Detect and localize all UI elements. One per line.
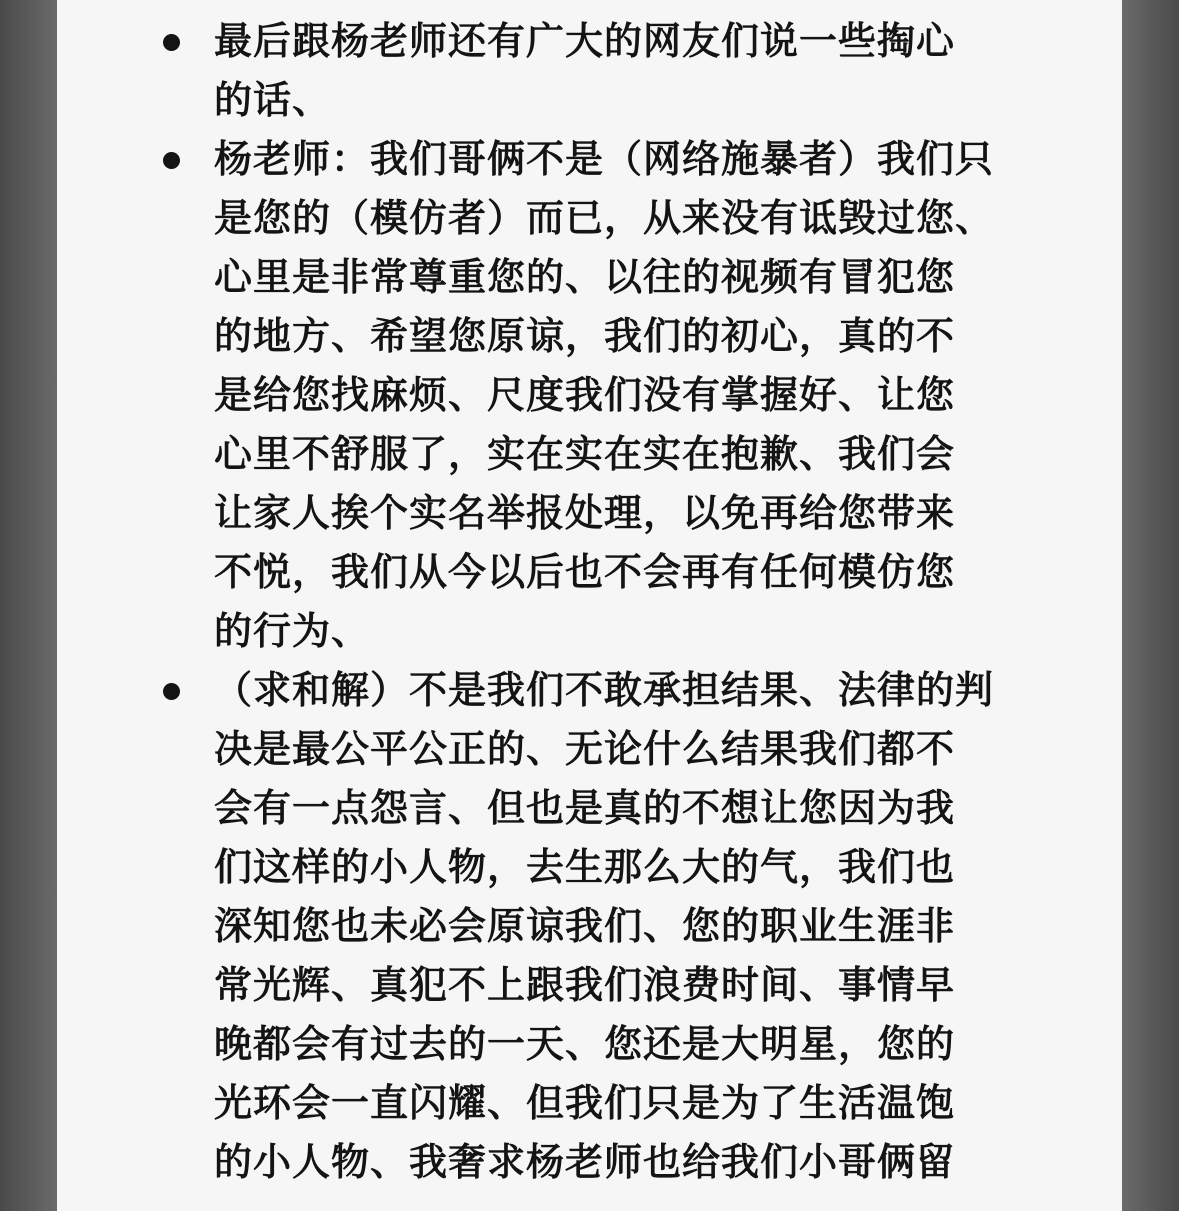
right-background-edge	[1122, 0, 1179, 1211]
text-line: 的行为、	[214, 609, 371, 653]
text-line: 的地方、希望您原谅，我们的初心，真的不	[214, 314, 956, 358]
bullet-list	[57, 12, 1122, 1192]
text-line: 晚都会有过去的一天、您还是大明星，您的	[214, 1022, 956, 1066]
document-page[interactable]	[57, 0, 1122, 1211]
bullet-item	[57, 12, 1122, 130]
text-line: 的话、	[214, 78, 332, 122]
text-line: 让家人挨个实名举报处理，以免再给您带来	[214, 491, 956, 535]
left-background-edge	[0, 0, 57, 1211]
text-line: 光环会一直闪耀、但我们只是为了生活温饱	[214, 1081, 956, 1125]
text-line: 心里不舒服了，实在实在实在抱歉、我们会	[214, 432, 956, 476]
bullet-dot-icon	[163, 152, 180, 169]
text-line: （求和解）不是我们不敢承担结果、法律的判	[214, 668, 995, 712]
text-line: 是给您找麻烦、尺度我们没有掌握好、让您	[214, 373, 956, 417]
text-line: 最后跟杨老师还有广大的网友们说一些掏心	[214, 19, 956, 63]
bullet-item	[57, 130, 1122, 661]
text-line: 不悦，我们从今以后也不会再有任何模仿您	[214, 550, 956, 594]
text-line: 是您的（模仿者）而已，从来没有诋毁过您、	[214, 196, 995, 240]
bullet-item	[57, 661, 1122, 1192]
text-line: 常光辉、真犯不上跟我们浪费时间、事情早	[214, 963, 956, 1007]
bullet-dot-icon	[163, 683, 180, 700]
text-line: 杨老师：我们哥俩不是（网络施暴者）我们只	[214, 137, 995, 181]
text-line: 心里是非常尊重您的、以往的视频有冒犯您	[214, 255, 956, 299]
text-line: 深知您也未必会原谅我们、您的职业生涯非	[214, 904, 956, 948]
text-line: 决是最公平公正的、无论什么结果我们都不	[214, 727, 956, 771]
text-line: 们这样的小人物，去生那么大的气，我们也	[214, 845, 956, 889]
text-line: 的小人物、我奢求杨老师也给我们小哥俩留	[214, 1140, 956, 1184]
bullet-dot-icon	[163, 34, 180, 51]
text-line: 会有一点怨言、但也是真的不想让您因为我	[214, 786, 956, 830]
